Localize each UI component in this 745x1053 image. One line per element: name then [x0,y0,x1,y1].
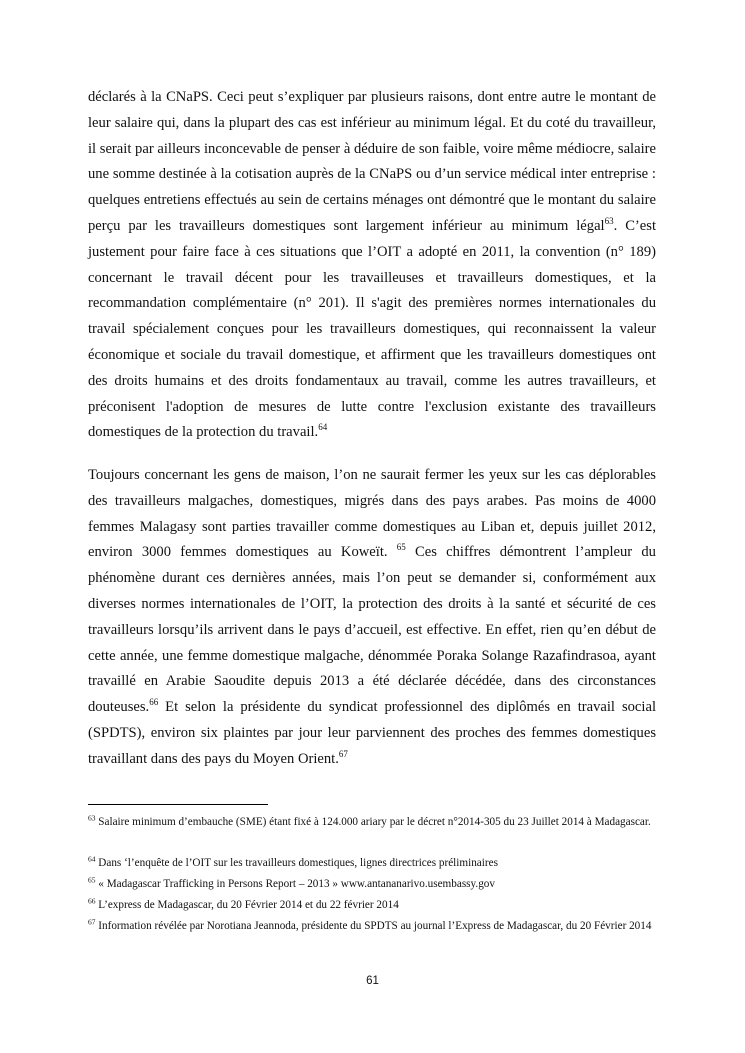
footnote-ref-65[interactable]: 65 [396,542,406,553]
footnote-text: Salaire minimum d’embauche (SME) étant fixé à 124.000 ariary par le décret n°2014-305 du 23 Juillet 2014 à Madagascar. [95,816,651,828]
footnote-number: 63 [88,813,96,823]
footnote-65 [88,874,656,895]
body-paragraph-1 [88,85,656,446]
paragraph-text: Et selon la présidente du syndicat professionnel des diplômés en travail social (SPDTS), environ six plaintes par jour leur parviennent des proches des femmes domestiques travaillant dans des pays du Moyen Orient. [88,699,656,767]
paragraph-text: Toujours concernant les gens de maison, l’on ne saurait fermer les yeux sur les cas déplorables des travailleurs malgaches, domestiques, migrés dans des pays arabes. Pas moins de 4000 femmes Malagasy sont parties travailler comme domestiques au Liban et, depuis juillet 2012, environ 3000 femmes domestiques au Koweït. [88,467,656,561]
footnote-text: Dans ‘l’enquête de l’OIT sur les travailleurs domestiques, lignes directrices préliminaires [95,857,498,869]
footnote-ref-66[interactable]: 66 [149,697,159,708]
footnote-text: L’express de Madagascar, du 20 Février 2014 et du 22 février 2014 [95,899,399,911]
footnote-number: 65 [88,875,96,885]
footnote-67 [88,916,656,937]
footnote-66 [88,895,656,916]
footnote-text: Information révélée par Norotiana Jeannoda, présidente du SPDTS au journal l’Express de Madagascar, du 20 Février 2014 [95,920,652,932]
footnote-separator [88,804,268,805]
page-number: 61 [366,975,379,987]
footnote-ref-64[interactable]: 64 [318,422,328,433]
paragraph-text: . C’est justement pour faire face à ces situations que l’OIT a adopté en 2011, la convention (n° 189) concernant le travail décent pour les travailleuses et travailleurs domestiques, et la recommandation complémentaire (n° 201). Il s'agit des premières normes internationales du travail spécialement conçues pour les travailleurs domestiques, qui reconnaissent la valeur économique et sociale du travail domestique, et affirment que les travailleurs domestiques ont des droits humains et des droits fondamentaux au travail, comme les autres travailleurs, et préconisent l'adoption de mesures de lutte contre l'exclusion existante des travailleurs domestiques de la protection du travail. [88,217,656,441]
footnote-64 [88,853,656,874]
footnote-number: 64 [88,854,96,864]
paragraph-text: déclarés à la CNaPS. Ceci peut s’expliquer par plusieurs raisons, dont entre autre le montant de leur salaire qui, dans la plupart des cas est inférieur au minimum légal. Et du coté du travailleur, il serait par ailleurs inconcevable de penser à déduire de son faible, voire même médiocre, salaire une somme destinée à la cotisation auprès de la CNaPS ou d’un service médical inter entreprise : quelques entretiens effectués au sein de certains ménages ont démontré que le montant du salaire perçu par les travailleurs domestiques sont largement inférieur au minimum légal [88,89,656,234]
footnote-63 [88,812,656,833]
footnote-text: « Madagascar Trafficking in Persons Report – 2013 » www.antananarivo.usembassy.gov [95,878,495,890]
footnote-number: 67 [88,917,96,927]
footnote-ref-67[interactable]: 67 [338,748,348,759]
footnote-number: 66 [88,896,96,906]
paragraph-text: Ces chiffres démontrent l’ampleur du phénomène durant ces dernières années, mais l’on peut se demander si, conformément aux diverses normes internationales de l’OIT, la protection des droits à la santé et sécurité de ces travailleurs lorsqu’ils arrivent dans le pays d’accueil, est effective. En effet, rien qu’en début de cette année, une femme domestique malgache, dénommée Poraka Solange Razafindrasoa, ayant travaillé en Arabie Saoudite depuis 2013 a été déclarée décédée, dans des circonstances douteuses. [88,544,656,716]
body-paragraph-2 [88,463,656,773]
footnote-ref-63[interactable]: 63 [604,216,614,227]
